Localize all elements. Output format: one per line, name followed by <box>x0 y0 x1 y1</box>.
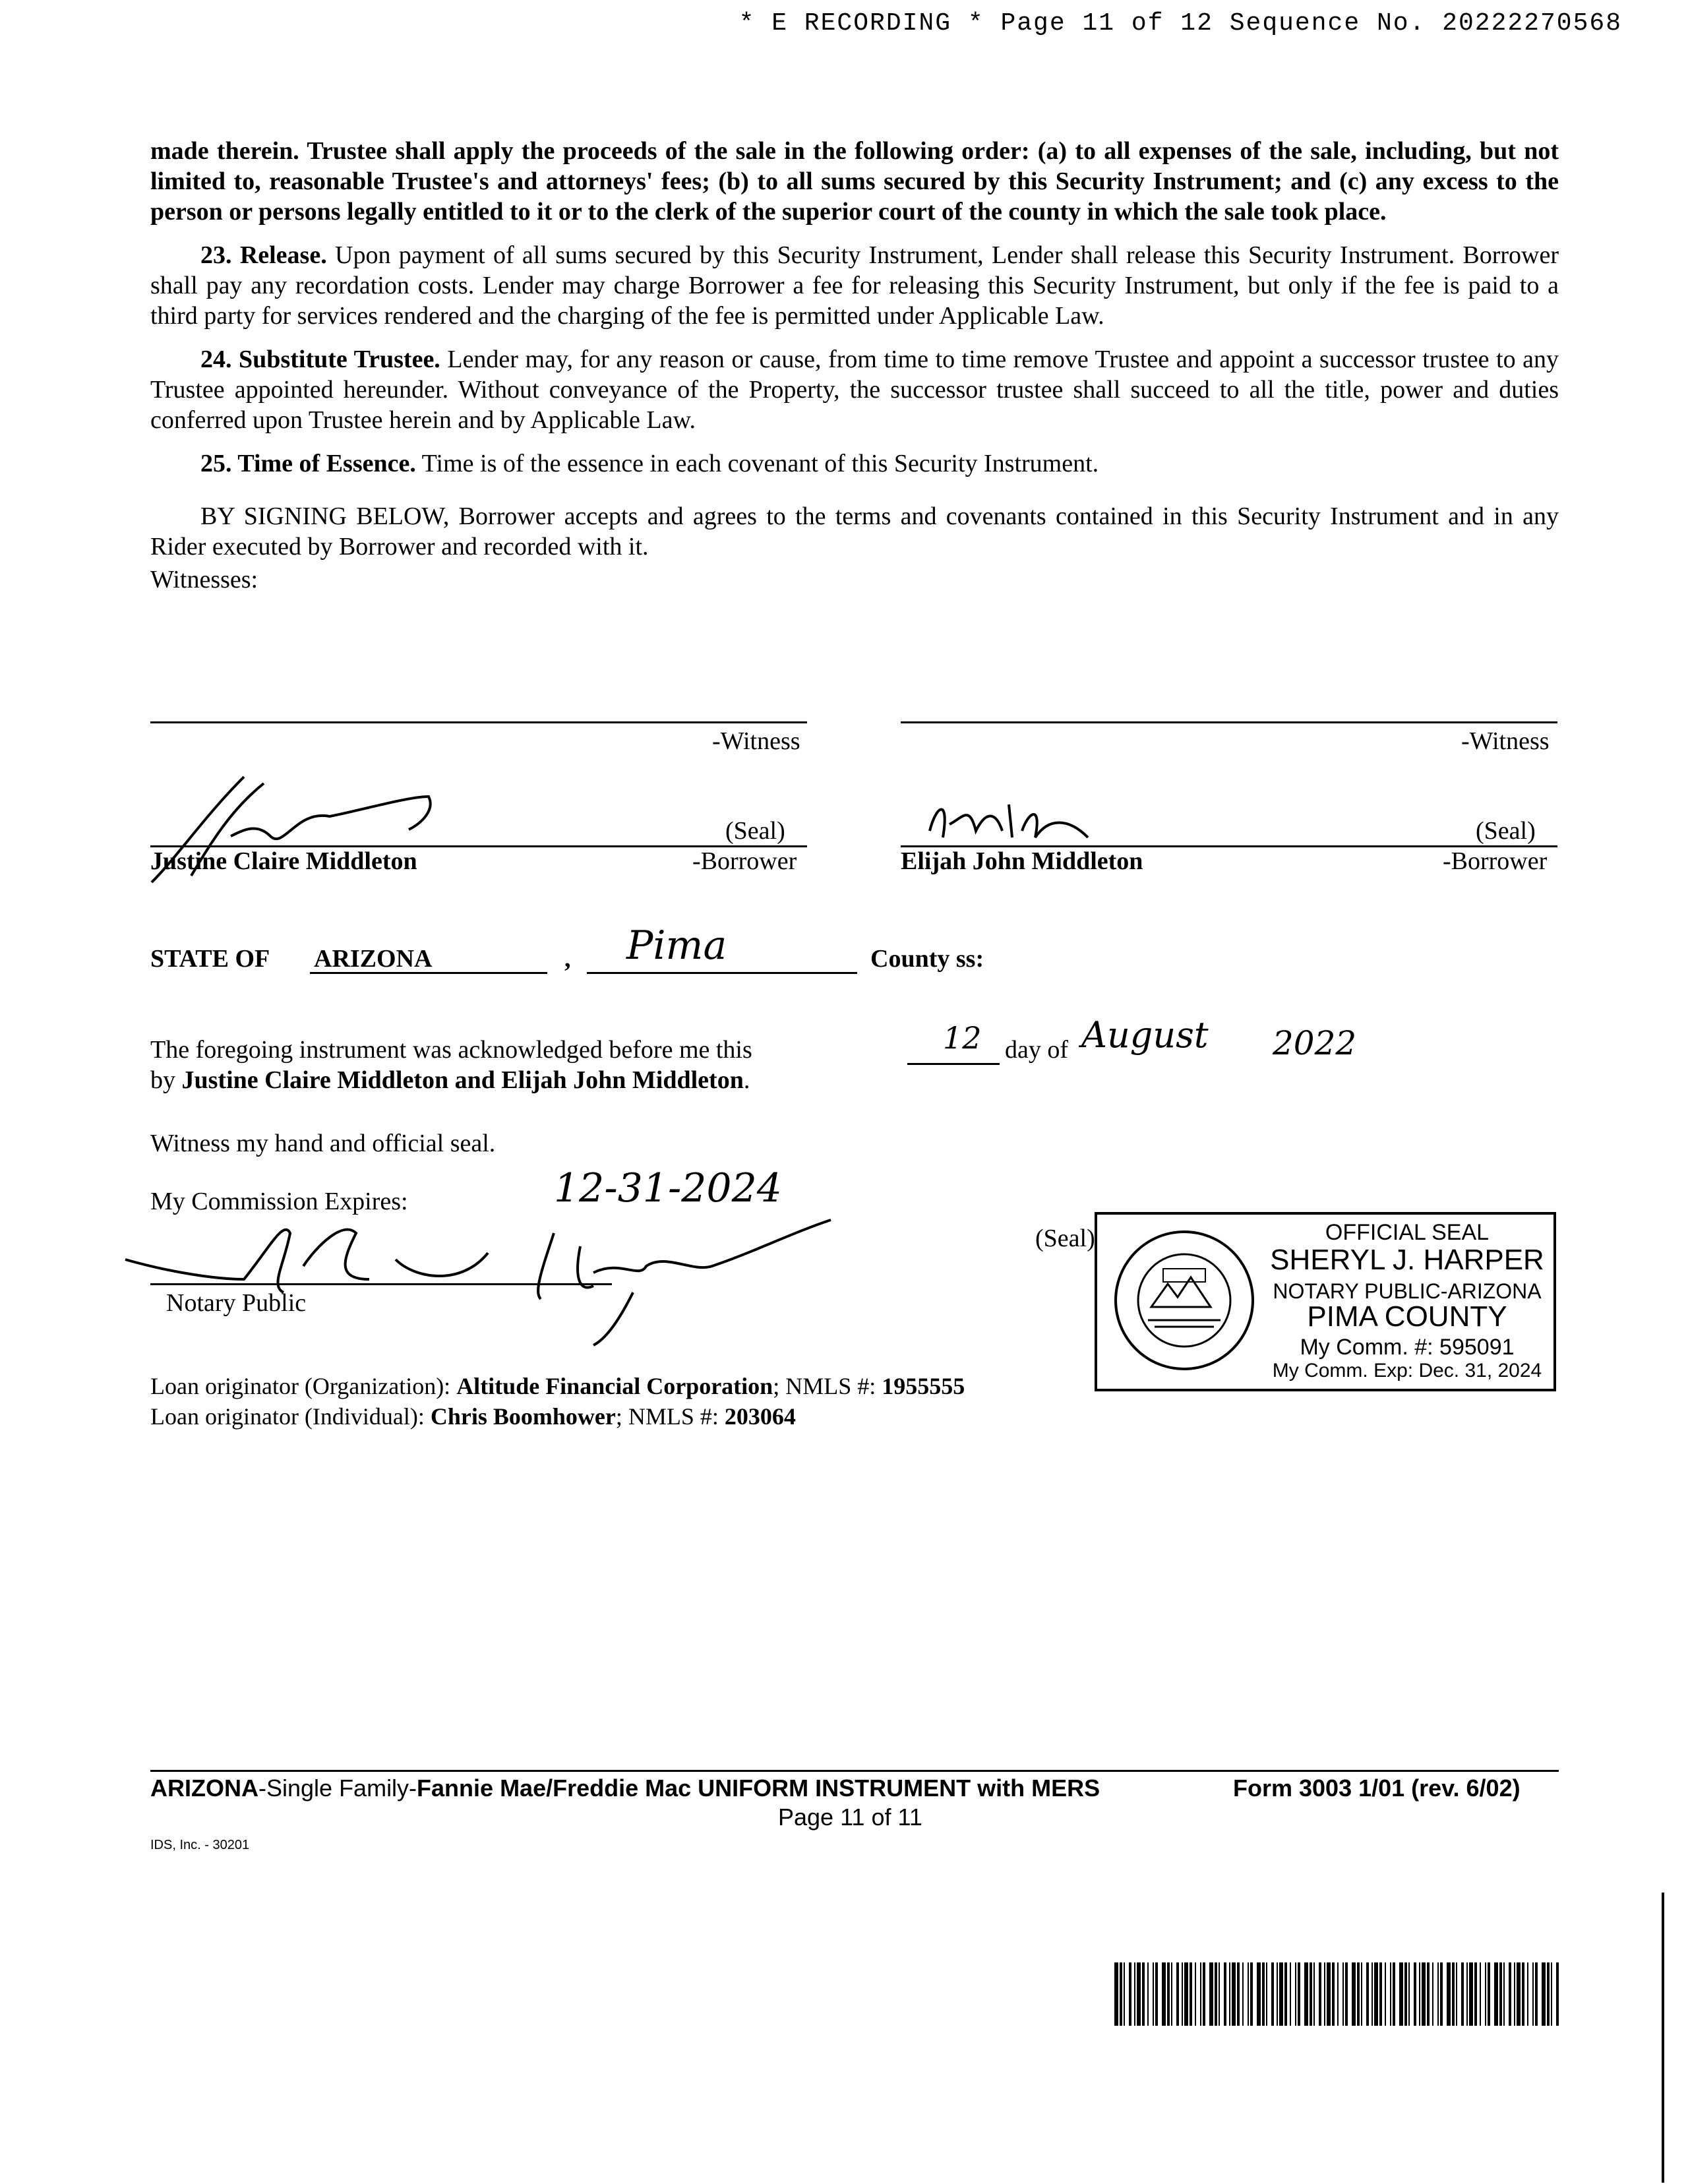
notary-signature <box>119 1207 884 1352</box>
clause-body <box>150 136 1559 608</box>
barcode-bar <box>1324 1962 1325 2026</box>
borrower1-name: Justine Claire Middleton <box>150 847 417 875</box>
barcode-bar <box>1134 1962 1135 2026</box>
day-handwritten: 12 <box>943 1020 982 1056</box>
originator-ind-label: Loan originator (Individual): <box>150 1403 431 1430</box>
barcode-bar <box>1342 1962 1344 2026</box>
barcode-bar <box>1390 1962 1391 2026</box>
barcode-bar <box>1129 1962 1131 2026</box>
footer-form-number: Form 3003 1/01 (rev. 6/02) <box>1233 1774 1521 1802</box>
clause-25-title: 25. Time of Essence. <box>200 450 416 477</box>
barcode-bar <box>1352 1962 1356 2026</box>
barcode-bar <box>1176 1962 1179 2026</box>
witness-line-left <box>150 721 807 723</box>
barcode-bar <box>1271 1962 1274 2026</box>
borrower2-seal-label: (Seal) <box>1476 817 1536 845</box>
footer-page-label: Page 11 of 11 <box>778 1804 922 1831</box>
barcode-bar <box>1447 1962 1451 2026</box>
stamp-line6: My Comm. Exp: Dec. 31, 2024 <box>1272 1360 1542 1381</box>
barcode-bar <box>1399 1962 1403 2026</box>
month-handwritten: August <box>1081 1014 1209 1056</box>
barcode-bar <box>1310 1962 1312 2026</box>
footer-state: ARIZONA <box>150 1774 258 1802</box>
commission-date-handwritten: 12-31-2024 <box>554 1165 782 1211</box>
barcode-bar <box>1372 1962 1373 2026</box>
witness-line-right <box>901 721 1557 723</box>
stamp-line1: OFFICIAL SEAL <box>1325 1220 1490 1245</box>
barcode-bar <box>1114 1962 1118 2026</box>
barcode-bar <box>1200 1962 1201 2026</box>
barcode-bar <box>1319 1962 1321 2026</box>
barcode-bar <box>1277 1962 1278 2026</box>
originator-org-nmls: 1955555 <box>882 1373 965 1399</box>
barcode-bar <box>1219 1962 1220 2026</box>
barcode-bar <box>1379 1962 1382 2026</box>
barcode-bar <box>1427 1962 1430 2026</box>
barcode-bar <box>1184 1962 1188 2026</box>
barcode-bar <box>1514 1962 1515 2026</box>
barcode-bar <box>1266 1962 1267 2026</box>
clause-25-text: Time is of the essence in each covenant of this Security Instrument. <box>415 450 1099 477</box>
barcode-bar <box>1469 1962 1473 2026</box>
barcode-bar <box>1147 1962 1149 2026</box>
barcode-bar <box>1142 1962 1145 2026</box>
day-line <box>907 1063 1000 1065</box>
barcode-bar <box>1527 1962 1528 2026</box>
originator-ind-nmls-label: ; NMLS #: <box>615 1403 725 1430</box>
barcode-bar <box>1137 1962 1141 2026</box>
barcode-bar <box>1262 1962 1265 2026</box>
ack-period: . <box>743 1066 750 1094</box>
clause-23 <box>150 240 1559 331</box>
barcode-bar <box>1432 1962 1433 2026</box>
barcode-bar <box>1279 1962 1283 2026</box>
footer-form-title <box>150 1774 1100 1803</box>
barcode-bar <box>1361 1962 1362 2026</box>
barcode-bar <box>1290 1962 1291 2026</box>
barcode-bar <box>1224 1962 1226 2026</box>
barcode-bar <box>1155 1962 1158 2026</box>
barcode-bar <box>1404 1962 1407 2026</box>
signing-statement: BY SIGNING BELOW, Borrower accepts and agrees to the terms and covenants contained in this Security Instrument and in any Rider executed by Borrower and recorded with it. <box>150 502 1559 561</box>
scan-edge-line <box>1662 1893 1664 2183</box>
state-value: ARIZONA <box>314 945 433 973</box>
state-comma: , <box>564 945 571 973</box>
clause-25 <box>150 448 1559 479</box>
stamp-line5: My Comm. #: 595091 <box>1300 1335 1515 1360</box>
originator-individual <box>150 1402 796 1431</box>
barcode-bar <box>1313 1962 1315 2026</box>
barcode-bar <box>1419 1962 1420 2026</box>
barcode-bar <box>1440 1962 1443 2026</box>
borrower2-role: -Borrower <box>1443 847 1548 875</box>
barcode-bar <box>1461 1962 1464 2026</box>
witness-label-right: -Witness <box>1461 727 1550 755</box>
originator-ind-name: Chris Boomhower <box>430 1403 616 1430</box>
footer-vendor: IDS, Inc. - 30201 <box>150 1838 250 1852</box>
day-of-label: day of <box>1005 1036 1069 1064</box>
barcode-bar <box>1162 1962 1166 2026</box>
barcode-bar <box>1480 1962 1481 2026</box>
barcode-bar <box>1298 1962 1300 2026</box>
barcode-bar <box>1551 1962 1552 2026</box>
barcode-bar <box>1385 1962 1386 2026</box>
notary-seal-label: (Seal) <box>1035 1225 1095 1252</box>
barcode-bar <box>1488 1962 1490 2026</box>
barcode-bar <box>1295 1962 1296 2026</box>
arizona-state-seal-icon <box>1112 1228 1257 1373</box>
barcode-bar <box>1229 1962 1230 2026</box>
barcode-bar <box>1332 1962 1335 2026</box>
borrower1-role: -Borrower <box>692 847 797 875</box>
ack-line2 <box>150 1066 750 1095</box>
barcode-bar <box>1257 1962 1261 2026</box>
barcode-bar <box>1414 1962 1416 2026</box>
state-line <box>310 972 547 974</box>
ack-line1: The foregoing instrument was acknowledged before me this <box>150 1036 752 1064</box>
county-handwritten: Pima <box>626 923 727 969</box>
barcode-bar <box>1182 1962 1183 2026</box>
barcode-bar <box>1532 1962 1534 2026</box>
barcode-bar <box>1535 1962 1538 2026</box>
barcode-bar <box>1337 1962 1339 2026</box>
clause-24-text: Lender may, for any reason or cause, from time to time remove Trustee and appoint a successor trustee to any Trustee appointed hereunder. Without conveyance of the Property, the successor trustee shall succeed to all the title, power and duties conferred upon Trustee herein and by Applicable Law. <box>150 346 1559 434</box>
barcode-bar <box>1547 1962 1550 2026</box>
state-label: STATE OF <box>150 945 270 973</box>
borrower2-signature <box>923 791 1095 851</box>
notary-public-label: Notary Public <box>166 1289 307 1317</box>
clause-24 <box>150 344 1559 435</box>
county-line <box>587 972 857 974</box>
barcode-bar <box>1242 1962 1244 2026</box>
barcode-bar <box>1542 1962 1546 2026</box>
barcode-bar <box>1474 1962 1477 2026</box>
barcode-bar <box>1195 1962 1196 2026</box>
recording-banner: * E RECORDING * Page 11 of 12 Sequence No. 20222270568 <box>738 9 1622 38</box>
originator-org-label: Loan originator (Organization): <box>150 1373 457 1399</box>
barcode-bar <box>1345 1962 1348 2026</box>
originator-org-name: Altitude Financial Corporation <box>456 1373 773 1399</box>
notary-stamp <box>1095 1212 1556 1391</box>
year-handwritten: 2022 <box>1273 1024 1357 1062</box>
stamp-line3: NOTARY PUBLIC-ARIZONA <box>1273 1279 1542 1303</box>
originator-org <box>150 1372 965 1401</box>
barcode-bar <box>1452 1962 1455 2026</box>
barcode-bar <box>1171 1962 1172 2026</box>
barcode-bar <box>1499 1962 1502 2026</box>
witness-label-left: -Witness <box>712 727 800 755</box>
barcode-bar <box>1422 1962 1426 2026</box>
barcode-bar <box>1120 1962 1122 2026</box>
barcode-bar <box>1357 1962 1360 2026</box>
barcode-bar <box>1466 1962 1468 2026</box>
barcode-bar <box>1408 1962 1410 2026</box>
barcode-bar <box>1203 1962 1205 2026</box>
barcode-bar <box>1494 1962 1498 2026</box>
witness-hand-label: Witness my hand and official seal. <box>150 1130 496 1157</box>
barcode-bar <box>1237 1962 1240 2026</box>
footer-rule <box>150 1770 1559 1772</box>
barcode-bar <box>1522 1962 1524 2026</box>
county-label: County ss: <box>870 945 984 973</box>
clause-23-title: 23. Release. <box>200 241 327 269</box>
barcode-bar <box>1374 1962 1378 2026</box>
barcode-bar <box>1284 1962 1287 2026</box>
barcode-bar <box>1393 1962 1395 2026</box>
barcode <box>1114 1962 1563 2026</box>
originator-ind-nmls: 203064 <box>724 1403 796 1430</box>
barcode-bar <box>1517 1962 1521 2026</box>
barcode-bar <box>1509 1962 1511 2026</box>
clause-24-title: 24. Substitute Trustee. <box>200 346 440 373</box>
barcode-bar <box>1304 1962 1308 2026</box>
barcode-bar <box>1250 1962 1253 2026</box>
barcode-bar <box>1456 1962 1457 2026</box>
clause-23-text: Upon payment of all sums secured by this Security Instrument, Lender shall release this Security Instrument. Borrower shall pay any recordation costs. Lender may charge Borrower a fee for releasing this Security Instrument, but only if the fee is paid to a third party for services rendered and the charging of the fee is permitted under Applicable Law. <box>150 241 1559 330</box>
barcode-bar <box>1366 1962 1369 2026</box>
footer-desc-plain: -Single Family- <box>258 1774 417 1802</box>
barcode-bar <box>1556 1962 1559 2026</box>
barcode-bar <box>1167 1962 1170 2026</box>
stamp-line4: PIMA COUNTY <box>1307 1300 1507 1333</box>
footer-desc-bold: Fannie Mae/Freddie Mac UNIFORM INSTRUMENT with MERS <box>417 1774 1100 1802</box>
barcode-bar <box>1124 1962 1125 2026</box>
barcode-bar <box>1327 1962 1331 2026</box>
ack-by: by <box>150 1066 182 1094</box>
barcode-bar <box>1153 1962 1154 2026</box>
barcode-bar <box>1215 1962 1217 2026</box>
commission-label: My Commission Expires: <box>150 1188 408 1215</box>
barcode-bar <box>1190 1962 1192 2026</box>
originator-org-nmls-label: ; NMLS #: <box>773 1373 882 1399</box>
barcode-bar <box>1232 1962 1236 2026</box>
barcode-bar <box>1248 1962 1249 2026</box>
barcode-bar <box>1209 1962 1213 2026</box>
borrower2-name: Elijah John Middleton <box>901 847 1143 875</box>
ack-names: Justine Claire Middleton and Elijah John Middleton <box>181 1066 744 1094</box>
barcode-bar <box>1437 1962 1439 2026</box>
notary-signature-line <box>150 1283 612 1285</box>
borrower1-seal-label: (Seal) <box>725 817 785 845</box>
clause-22-continuation: made therein. Trustee shall apply the proceeds of the sale in the following order: (a) to all expenses of the sale, including, but not limited to, reasonable Trustee's and attorneys' fees; (b) to all sums secured by this Security Instrument; and (c) any excess to the person or persons legally entitled to it or to the clerk of the superior court of the county in which the sale took place. <box>150 137 1559 226</box>
barcode-bar <box>1485 1962 1486 2026</box>
witnesses-label: Witnesses: <box>150 566 258 593</box>
barcode-bar <box>1503 1962 1505 2026</box>
stamp-line2: SHERYL J. HARPER <box>1270 1244 1544 1276</box>
